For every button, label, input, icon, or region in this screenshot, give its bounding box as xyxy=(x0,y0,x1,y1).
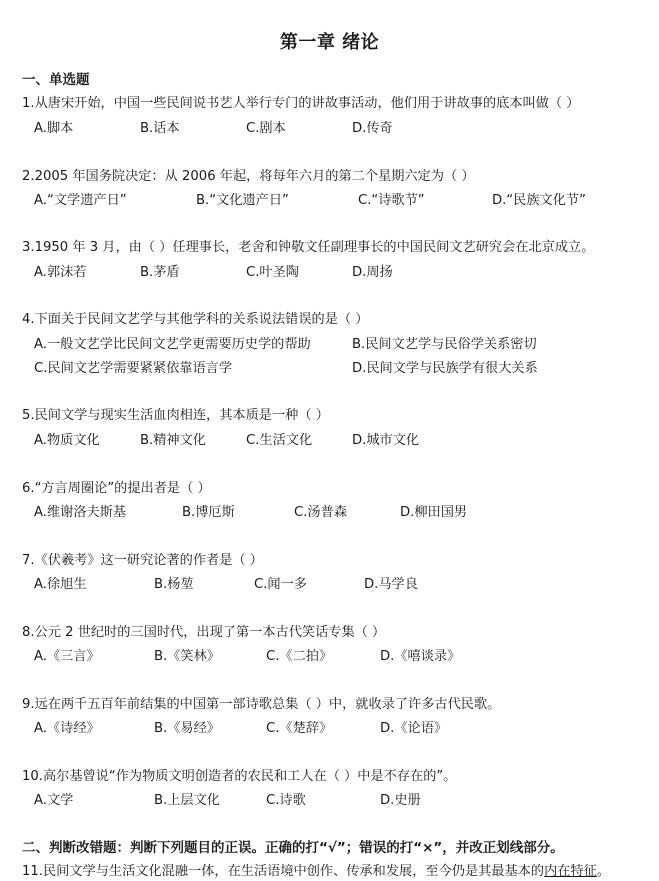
option-d: D.《论语》 xyxy=(380,721,448,736)
option-a: A.《诗经》 xyxy=(34,721,100,736)
option-c: C.《楚辞》 xyxy=(266,721,333,736)
option-d: D.《嘻谈录》 xyxy=(380,649,461,664)
question-11-underlined-part: 内在特征 xyxy=(544,864,597,879)
question-4-stem: 4.下面关于民间文艺学与其他学科的关系说法错误的是（ ） xyxy=(22,312,369,327)
option-c: C.《二拍》 xyxy=(266,649,333,664)
option-a: A.物质文化 xyxy=(34,433,100,448)
question-10-options xyxy=(34,789,634,809)
option-a: A.脚本 xyxy=(34,121,74,136)
option-d: D.柳田国男 xyxy=(400,505,468,520)
option-b: B.茅盾 xyxy=(140,265,180,280)
section-heading-single-choice: 一、单选题 xyxy=(22,72,90,88)
question-10-stem: 10.高尔基曾说“作为物质文明创造者的农民和工人在（ ）中是不存在的”。 xyxy=(22,769,457,784)
option-b: B.杨堃 xyxy=(154,577,194,592)
question-7-stem: 7.《伏羲考》这一研究论著的作者是（ ） xyxy=(22,553,263,568)
option-c: C.诗歌 xyxy=(266,793,306,808)
option-c: C.闻一多 xyxy=(254,577,307,592)
question-1-options xyxy=(34,117,634,137)
question-5-options xyxy=(34,429,634,449)
option-c: C.汤普森 xyxy=(294,505,347,520)
option-a: A.徐旭生 xyxy=(34,577,87,592)
chapter-title: 第一章 绪论 xyxy=(279,32,380,53)
option-d: D.传奇 xyxy=(352,121,393,136)
option-a: A.一般文艺学比民间文艺学更需要历史学的帮助 xyxy=(34,337,311,352)
option-b: B.精神文化 xyxy=(140,433,206,448)
option-a: A.文学 xyxy=(34,793,74,808)
option-b: B.“文化遗产日” xyxy=(196,193,289,208)
option-d: D.民间文学与民族学有很大关系 xyxy=(352,361,538,376)
option-a: A.郭沫若 xyxy=(34,265,87,280)
option-d: D.“民族文化节” xyxy=(492,193,586,208)
option-c: C.生活文化 xyxy=(246,433,313,448)
option-b: B.《笑林》 xyxy=(154,649,220,664)
question-2-stem: 2.2005 年国务院决定：从 2006 年起，将每年六月的第二个星期六定为（ ） xyxy=(22,169,475,184)
option-c: C.叶圣陶 xyxy=(246,265,299,280)
question-3-stem: 3.1950 年 3 月，由（ ）任理事长，老舍和钟敬文任副理事长的中国民间文艺研究会在北京成立。 xyxy=(22,240,595,255)
option-c: C.“诗歌节” xyxy=(358,193,425,208)
option-a: A.维谢洛夫斯基 xyxy=(34,505,127,520)
question-11-text: 11.民间文学与生活文化混融一体，在生活语境中创作、传承和发展，至今仍是其最基本的 xyxy=(22,864,545,879)
question-9-options xyxy=(34,717,634,737)
option-b: B.上层文化 xyxy=(154,793,220,808)
question-6-options xyxy=(34,501,634,521)
question-6-stem: 6.“方言周圈论”的提出者是（ ） xyxy=(22,481,211,496)
question-8-options xyxy=(34,645,634,665)
option-d: D.马学良 xyxy=(364,577,418,592)
question-9-stem: 9.远在两千五百年前结集的中国第一部诗歌总集（ ）中，就收录了许多古代民歌。 xyxy=(22,697,501,712)
question-1-stem: 1.从唐宋开始，中国一些民间说书艺人举行专门的讲故事活动，他们用于讲故事的底本叫做（ ） xyxy=(22,96,580,111)
option-b: B.《易经》 xyxy=(154,721,220,736)
option-c: C.民间文艺学需要紧紧依靠语言学 xyxy=(34,361,233,376)
option-a: A.“文学遗产日” xyxy=(34,193,127,208)
question-4-options-row-1 xyxy=(34,333,634,353)
option-b: B.民间文艺学与民俗学关系密切 xyxy=(352,337,537,352)
option-a: A.《三言》 xyxy=(34,649,100,664)
question-11-stem xyxy=(22,860,610,879)
option-d: D.史册 xyxy=(380,793,421,808)
question-4-options-row-2 xyxy=(34,357,634,377)
option-c: C.剧本 xyxy=(246,121,286,136)
question-2-options xyxy=(34,189,634,209)
option-d: D.城市文化 xyxy=(352,433,420,448)
question-8-stem: 8.公元 2 世纪时的三国时代，出现了第一本古代笑话专集（ ） xyxy=(22,625,386,640)
option-b: B.话本 xyxy=(140,121,180,136)
option-b: B.博厄斯 xyxy=(182,505,235,520)
section-heading-judgment: 二、判断改错题：判断下列题目的正误。正确的打“√”；错误的打“×”，并改正划线部分。 xyxy=(22,840,564,856)
option-d: D.周扬 xyxy=(352,265,393,280)
question-7-options xyxy=(34,573,634,593)
question-3-options xyxy=(34,261,634,281)
question-5-stem: 5.民间文学与现实生活血肉相连，其本质是一种（ ） xyxy=(22,408,329,423)
question-11-end: 。 xyxy=(596,864,611,879)
